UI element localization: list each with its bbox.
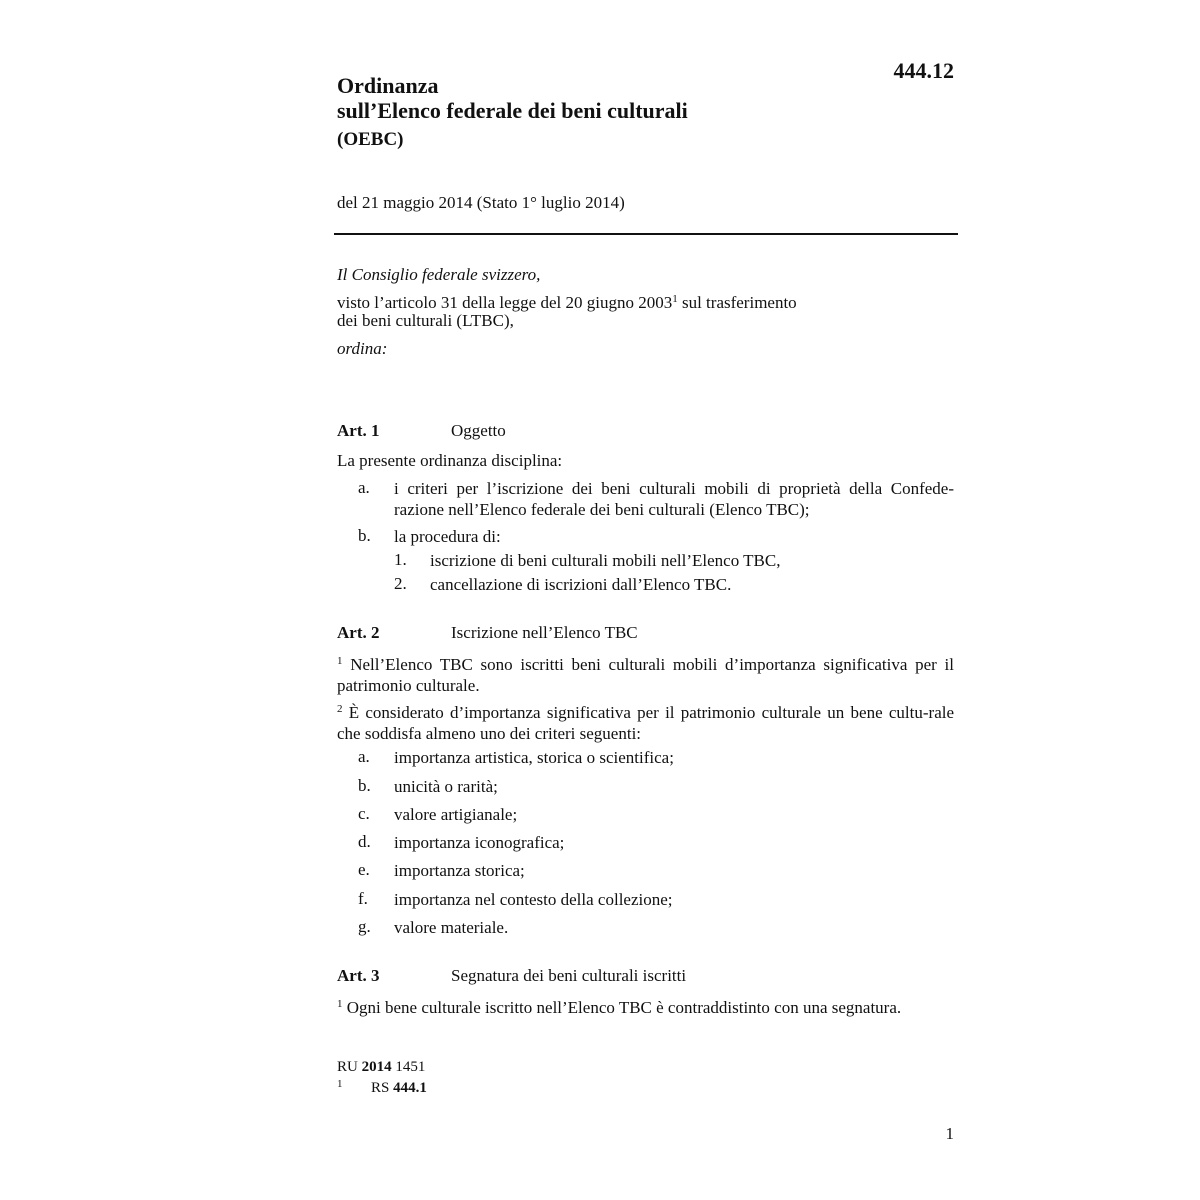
article-1-subitem-label: 2.	[394, 574, 407, 593]
preamble-decree: ordina:	[337, 339, 388, 358]
article-3-title: Segnatura dei beni culturali iscritti	[451, 966, 687, 985]
article-1-subitem-text: iscrizione di beni culturali mobili nell’Elenco TBC,	[430, 551, 781, 570]
article-1-item-text: la procedura di:	[394, 527, 501, 546]
article-1-title: Oggetto	[451, 421, 506, 440]
document-abbreviation: (OEBC)	[337, 129, 404, 150]
preamble-basis-text: visto l’articolo 31 della legge del 20 giugno 2003	[337, 293, 673, 312]
article-2-item-label: a.	[358, 747, 370, 766]
article-2-item-text: importanza storica;	[394, 861, 525, 880]
paragraph-number: 1	[337, 655, 343, 667]
preamble-authority: Il Consiglio federale svizzero,	[337, 265, 541, 284]
article-2-item-label: g.	[358, 917, 371, 936]
article-2-item-label: c.	[358, 804, 370, 823]
footnote-text	[371, 1080, 427, 1097]
paragraph-text: Nell’Elenco TBC sono iscritti beni culturali mobili d’importanza significativa per il patrimonio culturale.	[337, 655, 955, 695]
document-number: 444.12	[893, 58, 954, 83]
preamble-basis-line2: dei beni culturali (LTBC),	[337, 311, 514, 330]
article-2-paragraph-1	[337, 651, 954, 696]
page-number: 1	[945, 1124, 954, 1143]
article-3-paragraph-1	[337, 994, 954, 1018]
article-2-title: Iscrizione nell’Elenco TBC	[451, 623, 638, 642]
title-line-2: sull’Elenco federale dei beni culturali	[337, 98, 688, 123]
footnote-prefix: RS	[371, 1080, 390, 1096]
ru-prefix: RU	[337, 1059, 358, 1075]
preamble-basis-text-end: sul trasferimento	[677, 293, 797, 312]
article-2-item-label: d.	[358, 832, 371, 851]
title-line-1: Ordinanza	[337, 73, 439, 98]
paragraph-number: 1	[337, 998, 343, 1010]
article-2-number: Art. 2	[337, 623, 380, 642]
paragraph-number: 2	[337, 703, 343, 715]
article-1-item-label: a.	[358, 478, 370, 497]
article-2-item-text: valore materiale.	[394, 918, 509, 937]
article-3-number: Art. 3	[337, 966, 380, 985]
article-1-item-text: i criteri per l’iscrizione dei beni culturali mobili di proprietà della Confede-razione nell’Elenco federale dei beni culturali (Elenco TBC);	[394, 479, 954, 519]
article-1-intro: La presente ordinanza disciplina:	[337, 451, 563, 470]
paragraph-text: È considerato d’importanza significativa per il patrimonio culturale un bene cultu-rale che soddisfa almeno uno dei criteri seguenti:	[337, 703, 955, 743]
paragraph-text: Ogni bene culturale iscritto nell’Elenco TBC è contraddistinto con una segnatura.	[346, 998, 902, 1017]
footnote-number: 1	[337, 1078, 343, 1090]
ru-year: 2014	[361, 1059, 392, 1075]
article-2-item-text: importanza nel contesto della collezione;	[394, 890, 673, 909]
article-2-item-text: importanza iconografica;	[394, 833, 565, 852]
article-1-number: Art. 1	[337, 421, 380, 440]
article-2-item-text: valore artigianale;	[394, 805, 518, 824]
footnote-reference[interactable]: 444.1	[393, 1080, 427, 1096]
footnote-ref[interactable]: 1	[672, 293, 678, 305]
article-2-item-text: unicità o rarità;	[394, 777, 498, 796]
official-compilation-reference	[337, 1059, 425, 1076]
ru-page: 1451	[395, 1059, 426, 1075]
article-2-item-label: e.	[358, 860, 370, 879]
document-title	[337, 73, 688, 123]
article-1-subitem-label: 1.	[394, 550, 407, 569]
document-date: del 21 maggio 2014 (Stato 1° luglio 2014)	[337, 193, 625, 212]
article-2-item-label: f.	[358, 889, 368, 908]
article-2-item-text: importanza artistica, storica o scientifica;	[394, 748, 674, 767]
article-2-item-label: b.	[358, 776, 371, 795]
article-2-paragraph-2	[337, 699, 954, 744]
article-1-item-label: b.	[358, 526, 371, 545]
header-divider	[334, 233, 958, 235]
article-1-subitem-text: cancellazione di iscrizioni dall’Elenco TBC.	[430, 575, 732, 594]
